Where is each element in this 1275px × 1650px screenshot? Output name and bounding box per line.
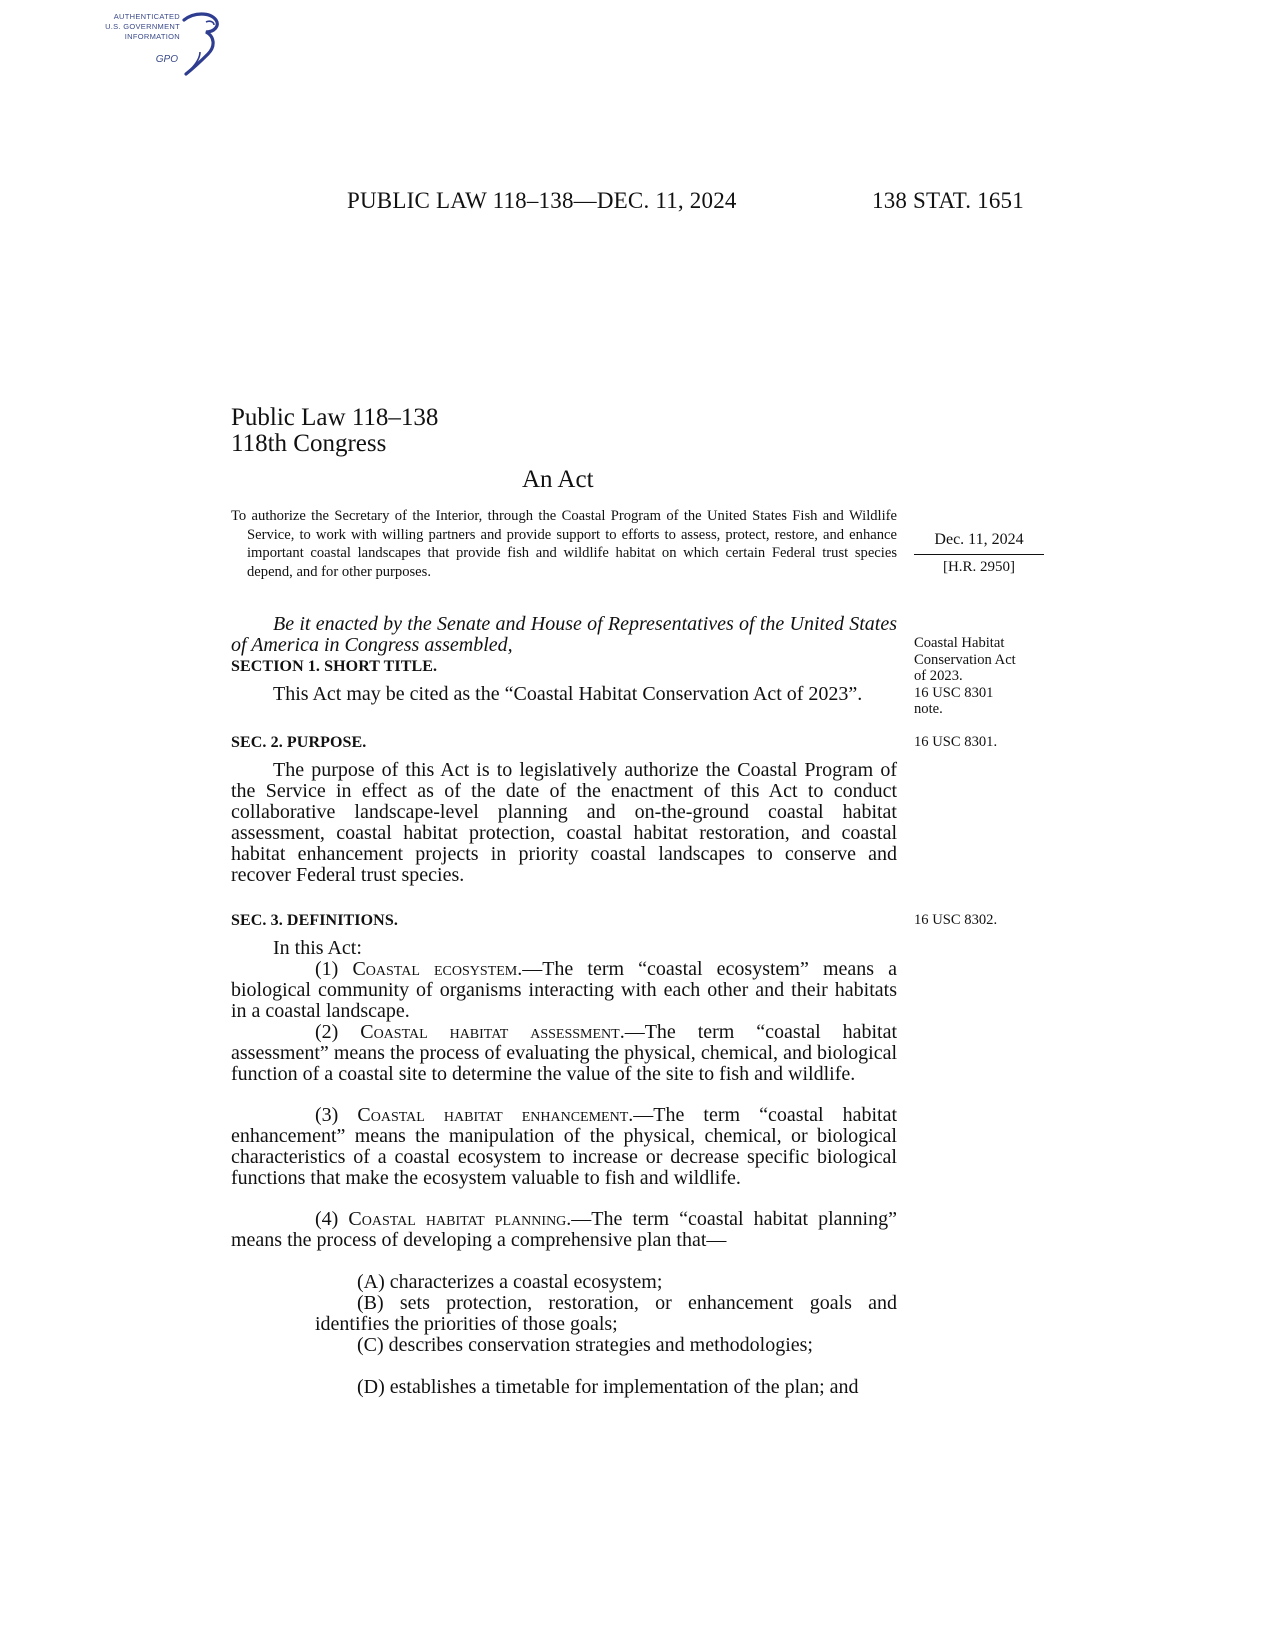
running-head-law: PUBLIC LAW 118–138—DEC. 11, 2024 — [347, 188, 737, 213]
act-title: An Act — [522, 466, 594, 493]
running-head-stat: 138 STAT. 1651 — [872, 188, 1024, 213]
logo-text-information: INFORMATION — [124, 32, 180, 41]
section-2-heading: SEC. 2. PURPOSE. — [231, 734, 367, 751]
logo-text-government: U.S. GOVERNMENT — [105, 22, 180, 31]
definition-4-b: (B) sets protection, restoration, or enhancement goals and identifies the priorities of those goals; — [315, 1292, 897, 1335]
long-title: To authorize the Secretary of the Interior, through the Coastal Program of the United States Fish and Wildlife Service, to work with willing partners and provide support to efforts to assess, protect, restore, and enhance important coastal landscapes that provide fish and wildlife habitat on which certain Federal trust species depend, and for other purposes. — [231, 508, 897, 580]
margin-short-title-note: Coastal Habitat Conservation Act of 2023. 16 USC 8301 note. — [914, 635, 1016, 717]
definition-4-c: (C) describes conservation strategies and methodologies; — [357, 1334, 813, 1356]
margin-rule — [914, 554, 1044, 555]
section-2-text: The purpose of this Act is to legislatively authorize the Coastal Program of the Service in effect as of the date of the enactment of this Act to conduct collaborative landscape-level planning and on-the-ground coastal habitat assessment, coastal habitat protection, coastal habitat restoration, and coastal habitat enhancement projects in priority coastal landscapes to conserve and recover Federal trust species. — [231, 759, 897, 886]
definition-1-term: Coastal ecosystem — [352, 958, 518, 980]
section-3-intro: In this Act: — [273, 937, 362, 959]
definition-4-d: (D) establishes a timetable for implementation of the plan; and — [357, 1376, 859, 1398]
enacting-clause: Be it enacted by the Senate and House of Representatives of the United States of America in Congress assembled, — [231, 613, 897, 656]
definition-2: (2) Coastal habitat assessment.—The term “coastal habitat assessment” means the process of evaluating the physical, chemical, and biological function of a coastal site to determine the value of the site to fish and wildlife. — [231, 1021, 898, 1085]
margin-sec3-citation: 16 USC 8302. — [914, 912, 998, 928]
definition-3-term: Coastal habitat enhancement — [357, 1104, 629, 1126]
definition-1: (1) Coastal ecosystem.—The term “coastal ecosystem” means a biological community of organisms interacting with each other and their habitats in a coastal landscape. — [231, 958, 898, 1022]
logo-text-authenticated: AUTHENTICATED — [113, 12, 180, 21]
section-1-heading: SECTION 1. SHORT TITLE. — [231, 658, 438, 675]
eagle-icon — [176, 10, 226, 76]
margin-bill-number: [H.R. 2950] — [942, 559, 1016, 575]
section-3-heading: SEC. 3. DEFINITIONS. — [231, 912, 398, 929]
definition-4-term: Coastal habitat planning — [348, 1208, 567, 1230]
definition-4-a: (A) characterizes a coastal ecosystem; — [357, 1271, 663, 1293]
public-law-number: Public Law 118–138 — [231, 404, 439, 431]
section-1-text: This Act may be cited as the “Coastal Habitat Conservation Act of 2023”. — [273, 683, 863, 705]
definition-2-term: Coastal habitat assessment — [360, 1021, 620, 1043]
margin-sec2-citation: 16 USC 8301. — [914, 734, 998, 750]
logo-text-gpo: GPO — [155, 54, 178, 65]
congress-number: 118th Congress — [231, 430, 387, 457]
margin-approval-date: Dec. 11, 2024 — [934, 531, 1024, 548]
definition-4: (4) Coastal habitat planning.—The term “coastal habitat planning” means the process of developing a comprehensive plan that— — [231, 1208, 897, 1251]
gpo-authentication-logo — [88, 8, 228, 76]
definition-3: (3) Coastal habitat enhancement.—The term “coastal habitat enhancement” means the manipulation of the physical, chemical, or biological characteristics of a coastal ecosystem to increase or decrease specific biological functions that make the ecosystem valuable to fish and wildlife. — [231, 1104, 898, 1189]
